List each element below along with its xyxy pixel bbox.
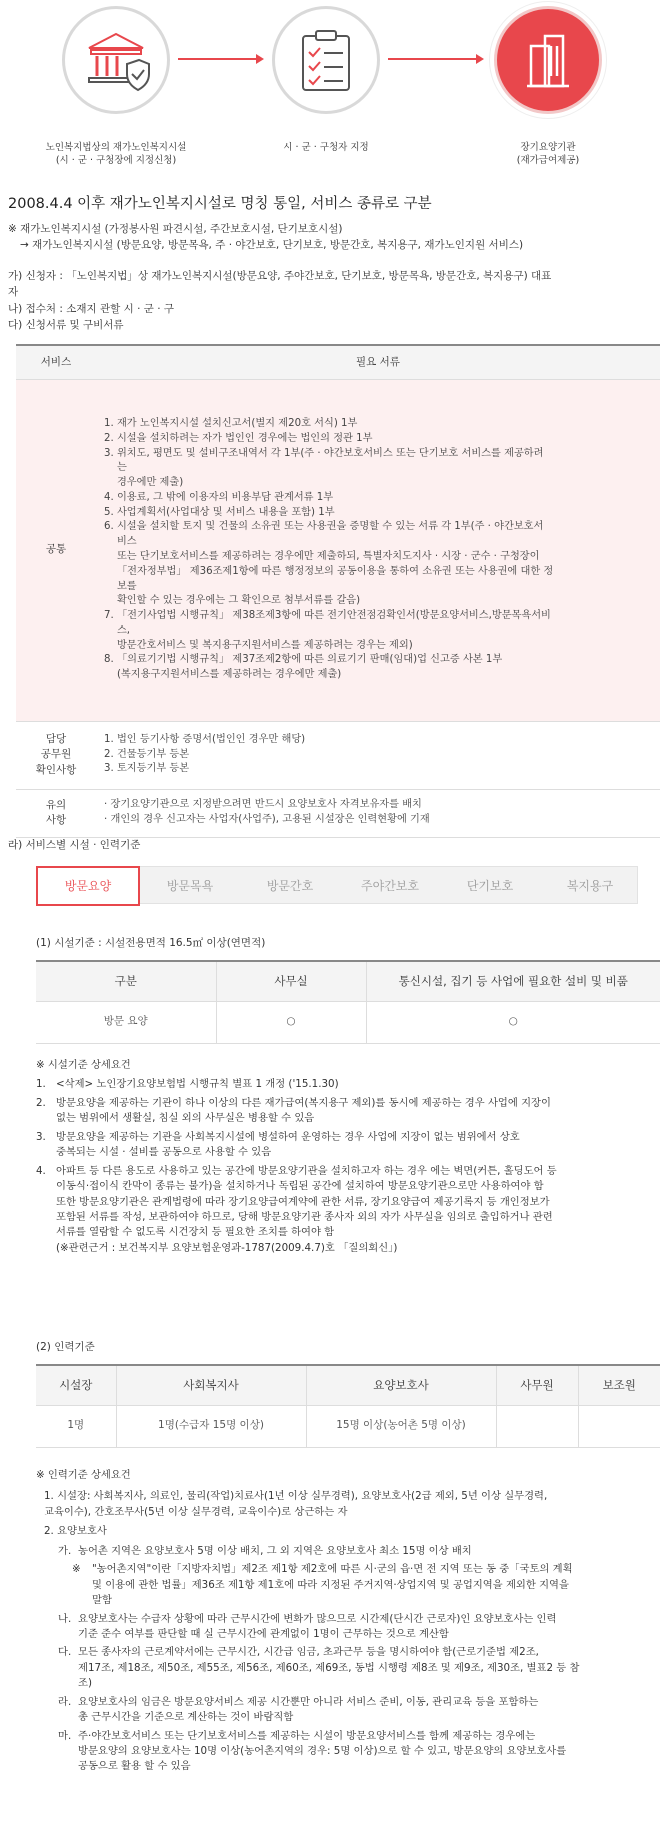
doc-list [96, 409, 660, 691]
list-item-marker: 4. [36, 1164, 46, 1177]
list-item-text: 방문요양을 제공하는 기관을 사회복지시설에 병설하여 운영하는 경우 사업에 지장이 없는 범위에서 상호 중복되는 시설 · 설비를 공동으로 사용할 수 있음 [56, 1130, 520, 1159]
table-cell [578, 1405, 660, 1447]
list-item: 5. 사업계획서(사업대상 및 서비스 내용을 포함) 1부 [104, 506, 335, 518]
step-circle-designation [272, 6, 380, 114]
list-item: 방문간호서비스 및 복지용구지원서비스를 제공하려는 경우는 제외) [104, 639, 413, 651]
step-label-designation: 시 · 군 · 구청자 지정 [283, 142, 369, 153]
list-item-text: 아파트 등 다른 용도로 사용하고 있는 공간에 방문요양기관을 설치하고자 하는 경우 에는 벽면(커튼, 홀딩도어 등 이동식·접이식 칸막이 종류는 불가)을 설치하거나 독립된 공간에 설치하여 방문요양기관으로만 사용하여야 함 또한 방문요양기관은 관계법령에 따라 장기요양급여계약에 관한 서류, 장기요양급여 제공기록지 등 개인정보가 포함된 서류를 작성, 보관하여야 하므로, 당해 방문요양기관 종사자 외의 자가 사무실을 임의로 출입하거나 관련 서류를 열람할 수 없도록 시건장치 등 필요한 조치를 하여야 함 (※관련근거 : 보건복지부 요양보험운영과-1787(2009.4.7)호 「질의회신」) [56, 1164, 557, 1254]
step-label-welfare: 노인복지법상의 재가노인복지시설 (시 · 군 · 구청장에 지정신청) [45, 142, 187, 166]
tab-nursing[interactable]: 방문간호 [266, 879, 314, 893]
table-header-service: 서비스 [16, 345, 96, 379]
list-item-text: 농어촌 지역은 요양보호사 5명 이상 배치, 그 외 지역은 요양보호사 최소 15명 이상 배치 [78, 1544, 472, 1557]
note-line-2: → 재가노인복지시설 (방문요양, 방문목욕, 주 · 야간보호, 단기보호, 방문간호, 복지용구, 재가노인지원 서비스) [20, 239, 524, 251]
list-item: 스, [104, 624, 131, 636]
facility-detail-title: ※ 시설기준 상세요건 [36, 1059, 131, 1071]
list-item [58, 1645, 660, 1691]
list-item-marker: 나. [58, 1612, 72, 1625]
list-item: 8. 「의료기기법 시행규칙」 제37조제2항에 따른 의료기기 판매(임대)업 신고증 사본 1부 [104, 654, 503, 666]
staff-heading: 라) 서비스별 시설 · 인력기준 [8, 839, 141, 851]
note-line-1: ※ 재가노인복지시설 (가정봉사원 파견시설, 주간보호시설, 단기보호시설) [8, 223, 343, 235]
doc-list [96, 725, 660, 785]
tab-bathing[interactable]: 방문목욕 [166, 879, 214, 893]
col-header: 요양보호사 [306, 1365, 496, 1405]
table-cell: 1명 [36, 1405, 116, 1447]
list-item-marker: 마. [58, 1729, 72, 1742]
list-item-text: 주·야간보호서비스 또는 단기보호서비스를 제공하는 시설이 방문요양서비스를 함께 제공하는 경우에는 방문요양의 요양보호사는 10명 이상(농어촌지역의 경우: 5명 이상)으로 할 수 있고, 방문요양의 요양보호사를 공동으로 활용 할 수 있음 [78, 1729, 567, 1773]
list-item-text: 모든 종사자의 근로계약서에는 근무시간, 시간급 임금, 초과근무 등을 명시하여야 함(근로기준법 제2조, 제17조, 제18조, 제50조, 제55조, 제56조, 제60조, 제69조, 동법 시행령 제8조 및 제9조, 제30조, 별표2 등 참 조) [78, 1646, 580, 1690]
list-item-marker: 2. [36, 1096, 46, 1109]
table-row [16, 721, 660, 789]
list-item: 3. 토지등기부 등본 [104, 763, 190, 775]
process-steps [0, 0, 671, 178]
table-cell: 방문 요양 [36, 1001, 216, 1043]
list-item [36, 1096, 660, 1127]
list-item-text: "농어촌지역"이란「지방자치법」제2조 제1항 제2호에 따른 시·군의 읍·면 전 지역 또는 동 중「국토의 계획 및 이용에 관한 법률」제36조 제1항 제1호에 따라 지정된 주거지역·상업지역 및 공업지역을 제외한 지역을 말함 [92, 1563, 573, 1607]
arrow-icon [388, 58, 482, 60]
list-item: (복지용구지원서비스를 제공하려는 경우에만 제출) [104, 669, 342, 681]
staff-detail-item-2: 2. 요양보호사 [44, 1525, 107, 1538]
tab-home-care[interactable]: 방문요양 [36, 866, 140, 906]
step-label-longterm-care: 장기요양기관 (재가급여제공) [516, 142, 580, 166]
section-heading: 2008.4.4 이후 재가노인복지시설로 명칭 통일, 서비스 종류로 구분 [8, 196, 432, 212]
list-item: 또는 단기보호서비스를 제공하려는 경우에만 제출하되, 특별자치도지사 · 시장 · 군수 · 구청장이 [104, 551, 540, 562]
list-item-marker: 라. [58, 1695, 72, 1708]
col-header: 사회복지사 [116, 1365, 306, 1405]
table-cell: 15명 이상(농어촌 5명 이상) [306, 1405, 496, 1447]
applicant-line-cont: 자 [8, 286, 19, 298]
row-head: 유의 사항 [16, 789, 96, 837]
list-item [58, 1544, 660, 1559]
staffing-title: (2) 인력기준 [36, 1341, 95, 1353]
docs-line: 다) 신청서류 및 구비서류 [8, 319, 124, 331]
table-cell: 1명(수급자 15명 이상) [116, 1405, 306, 1447]
tab-day-night-care[interactable]: 주야간보호 [361, 879, 419, 893]
facility-table [36, 960, 660, 1044]
doc-list [96, 790, 660, 836]
table-header-docs: 필요 서류 [96, 345, 660, 379]
row-head: 담당 공무원 확인사항 [16, 721, 96, 789]
staffing-table [36, 1364, 660, 1448]
list-item-marker: 3. [36, 1130, 46, 1143]
col-header: 사무실 [216, 961, 366, 1001]
list-item-marker: ※ [72, 1563, 81, 1576]
list-item-marker: 가. [58, 1544, 72, 1557]
step-circle-welfare [62, 6, 170, 114]
col-header: 시설장 [36, 1365, 116, 1405]
facility-detail-list [36, 1077, 660, 1256]
table-row [16, 789, 660, 837]
row-head: 공통 [16, 379, 96, 721]
list-item: 6. 시설을 설치할 토지 및 건물의 소유권 또는 사용권을 증명할 수 있는 서류 각 1부(주 · 야간보호서 [104, 521, 544, 533]
list-item-text: 방문요양을 제공하는 기관이 하나 이상의 다른 재가급여(복지용구 제외)를 동시에 제공하는 경우 사업에 지장이 없는 범위에서 생활실, 침실 외의 사무실은 병용할 수 있음 [56, 1096, 551, 1125]
col-header: 보조원 [578, 1365, 660, 1405]
list-item [58, 1729, 660, 1775]
facility-detail [36, 1058, 660, 1259]
arrow-icon [178, 58, 262, 60]
tab-short-term-care[interactable]: 단기보호 [466, 879, 514, 893]
table-cell: ○ [216, 1001, 366, 1043]
tab-welfare-equipment[interactable]: 복지용구 [566, 879, 614, 893]
list-item [36, 1077, 660, 1092]
list-item-text: 요양보호사는 수급자 상황에 따라 근무시간에 변화가 많으므로 시간제(단시간 근로자)인 요양보호사는 인력 기준 준수 여부를 판단할 때 실 근무시간에 관계없이 1명이 근무하는 것으로 계산함 [78, 1612, 557, 1640]
facility-title: (1) 시설기준 : 시설전용면적 16.5㎡ 이상(연면적) [36, 937, 266, 949]
staff-detail-title: ※ 인력기준 상세요건 [36, 1469, 131, 1481]
table-row [36, 1001, 660, 1043]
list-item-marker: 1. [36, 1078, 46, 1091]
list-item [36, 1164, 660, 1257]
col-header: 사무원 [496, 1365, 578, 1405]
applicant-line: 가) 신청자 : 「노인복지법」상 재가노인복지시설(방문요양, 주야간보호, 단기보호, 방문목욕, 방문간호, 복지용구) 대표 [8, 270, 552, 282]
list-item: 2. 건물등기부 등본 [104, 748, 190, 760]
list-item: 1. 법인 등기사항 증명서(법인인 경우만 해당) [104, 733, 306, 745]
list-item: 2. 시설을 설치하려는 자가 법인인 경우에는 법인의 정관 1부 [104, 432, 373, 444]
list-item [72, 1562, 660, 1608]
table-cell: ○ [366, 1001, 660, 1043]
list-item-marker: 다. [58, 1646, 72, 1659]
list-item: 보를 [104, 580, 137, 592]
list-item-text: 요양보호사의 임금은 방문요양서비스 제공 시간뿐만 아니라 서비스 준비, 이동, 관리교육 등을 포함하는 총 근무시간을 기준으로 계산하는 것이 바람직함 [78, 1695, 539, 1724]
list-item: 「전자정부법」 제36조제1항에 따른 행정정보의 공동이용을 통하여 소유권 또는 사용권에 대한 정 [104, 565, 554, 577]
staff-detail [36, 1468, 660, 1778]
list-item: · 장기요양기관으로 지정받으려면 반드시 요양보호사 자격보유자를 배치 [104, 799, 422, 811]
list-item [58, 1695, 660, 1726]
required-documents-table [16, 344, 660, 838]
list-item-text: <삭제> 노인장기요양보험법 시행규칙 별표 1 개정 ('15.1.30) [56, 1078, 339, 1091]
office-line: 나) 접수처 : 소재지 관할 시 · 군 · 구 [8, 303, 175, 315]
service-tabs [36, 866, 638, 904]
staff-detail-subs [36, 1544, 660, 1775]
institution-shield-icon [81, 28, 151, 92]
staff-detail-item-1: 1. 시설장: 사회복지사, 의료인, 물리(작업)치료사(1년 이상 실무경력), 요양보호사(2급 제외, 5년 이상 실무경력, 교육이수), 간호조무사(5년 이상 실무경력, 교육이수)로 상근하는 자 [44, 1490, 548, 1518]
table-row [16, 379, 660, 721]
step-circle-longterm-care [494, 6, 602, 114]
clipboard-checklist-icon [299, 28, 353, 92]
list-item: 는 [104, 462, 127, 474]
list-item: · 개인의 경우 신고자는 사업자(사업주), 고용된 시설장은 인력현황에 기재 [104, 814, 430, 825]
list-item: 경우에만 제출) [104, 477, 184, 489]
col-header: 구분 [36, 961, 216, 1001]
list-item: 3. 위치도, 평면도 및 설비구조내역서 각 1부(주 · 야간보호서비스 또는 단기보호 서비스를 제공하려 [104, 447, 544, 459]
list-item: 7. 「전기사업법 시행규칙」 제38조제3항에 따른 전기안전점검확인서(방문요양서비스,방문목욕서비 [104, 610, 551, 622]
list-item: 1. 재가 노인복지시설 설치신고서(별지 제20호 서식) 1부 [104, 417, 358, 429]
list-item: 비스 [104, 536, 137, 548]
table-row [36, 1405, 660, 1447]
col-header: 통신시설, 집기 등 사업에 필요한 설비 및 비품 [366, 961, 660, 1001]
list-item [36, 1130, 660, 1161]
building-icon [525, 32, 571, 88]
list-item: 확인할 수 있는 경우에는 그 확인으로 첨부서류를 갈음) [104, 595, 361, 607]
list-item: 4. 이용료, 그 밖에 이용자의 비용부담 관계서류 1부 [104, 491, 334, 503]
list-item [58, 1612, 660, 1643]
table-cell [496, 1405, 578, 1447]
